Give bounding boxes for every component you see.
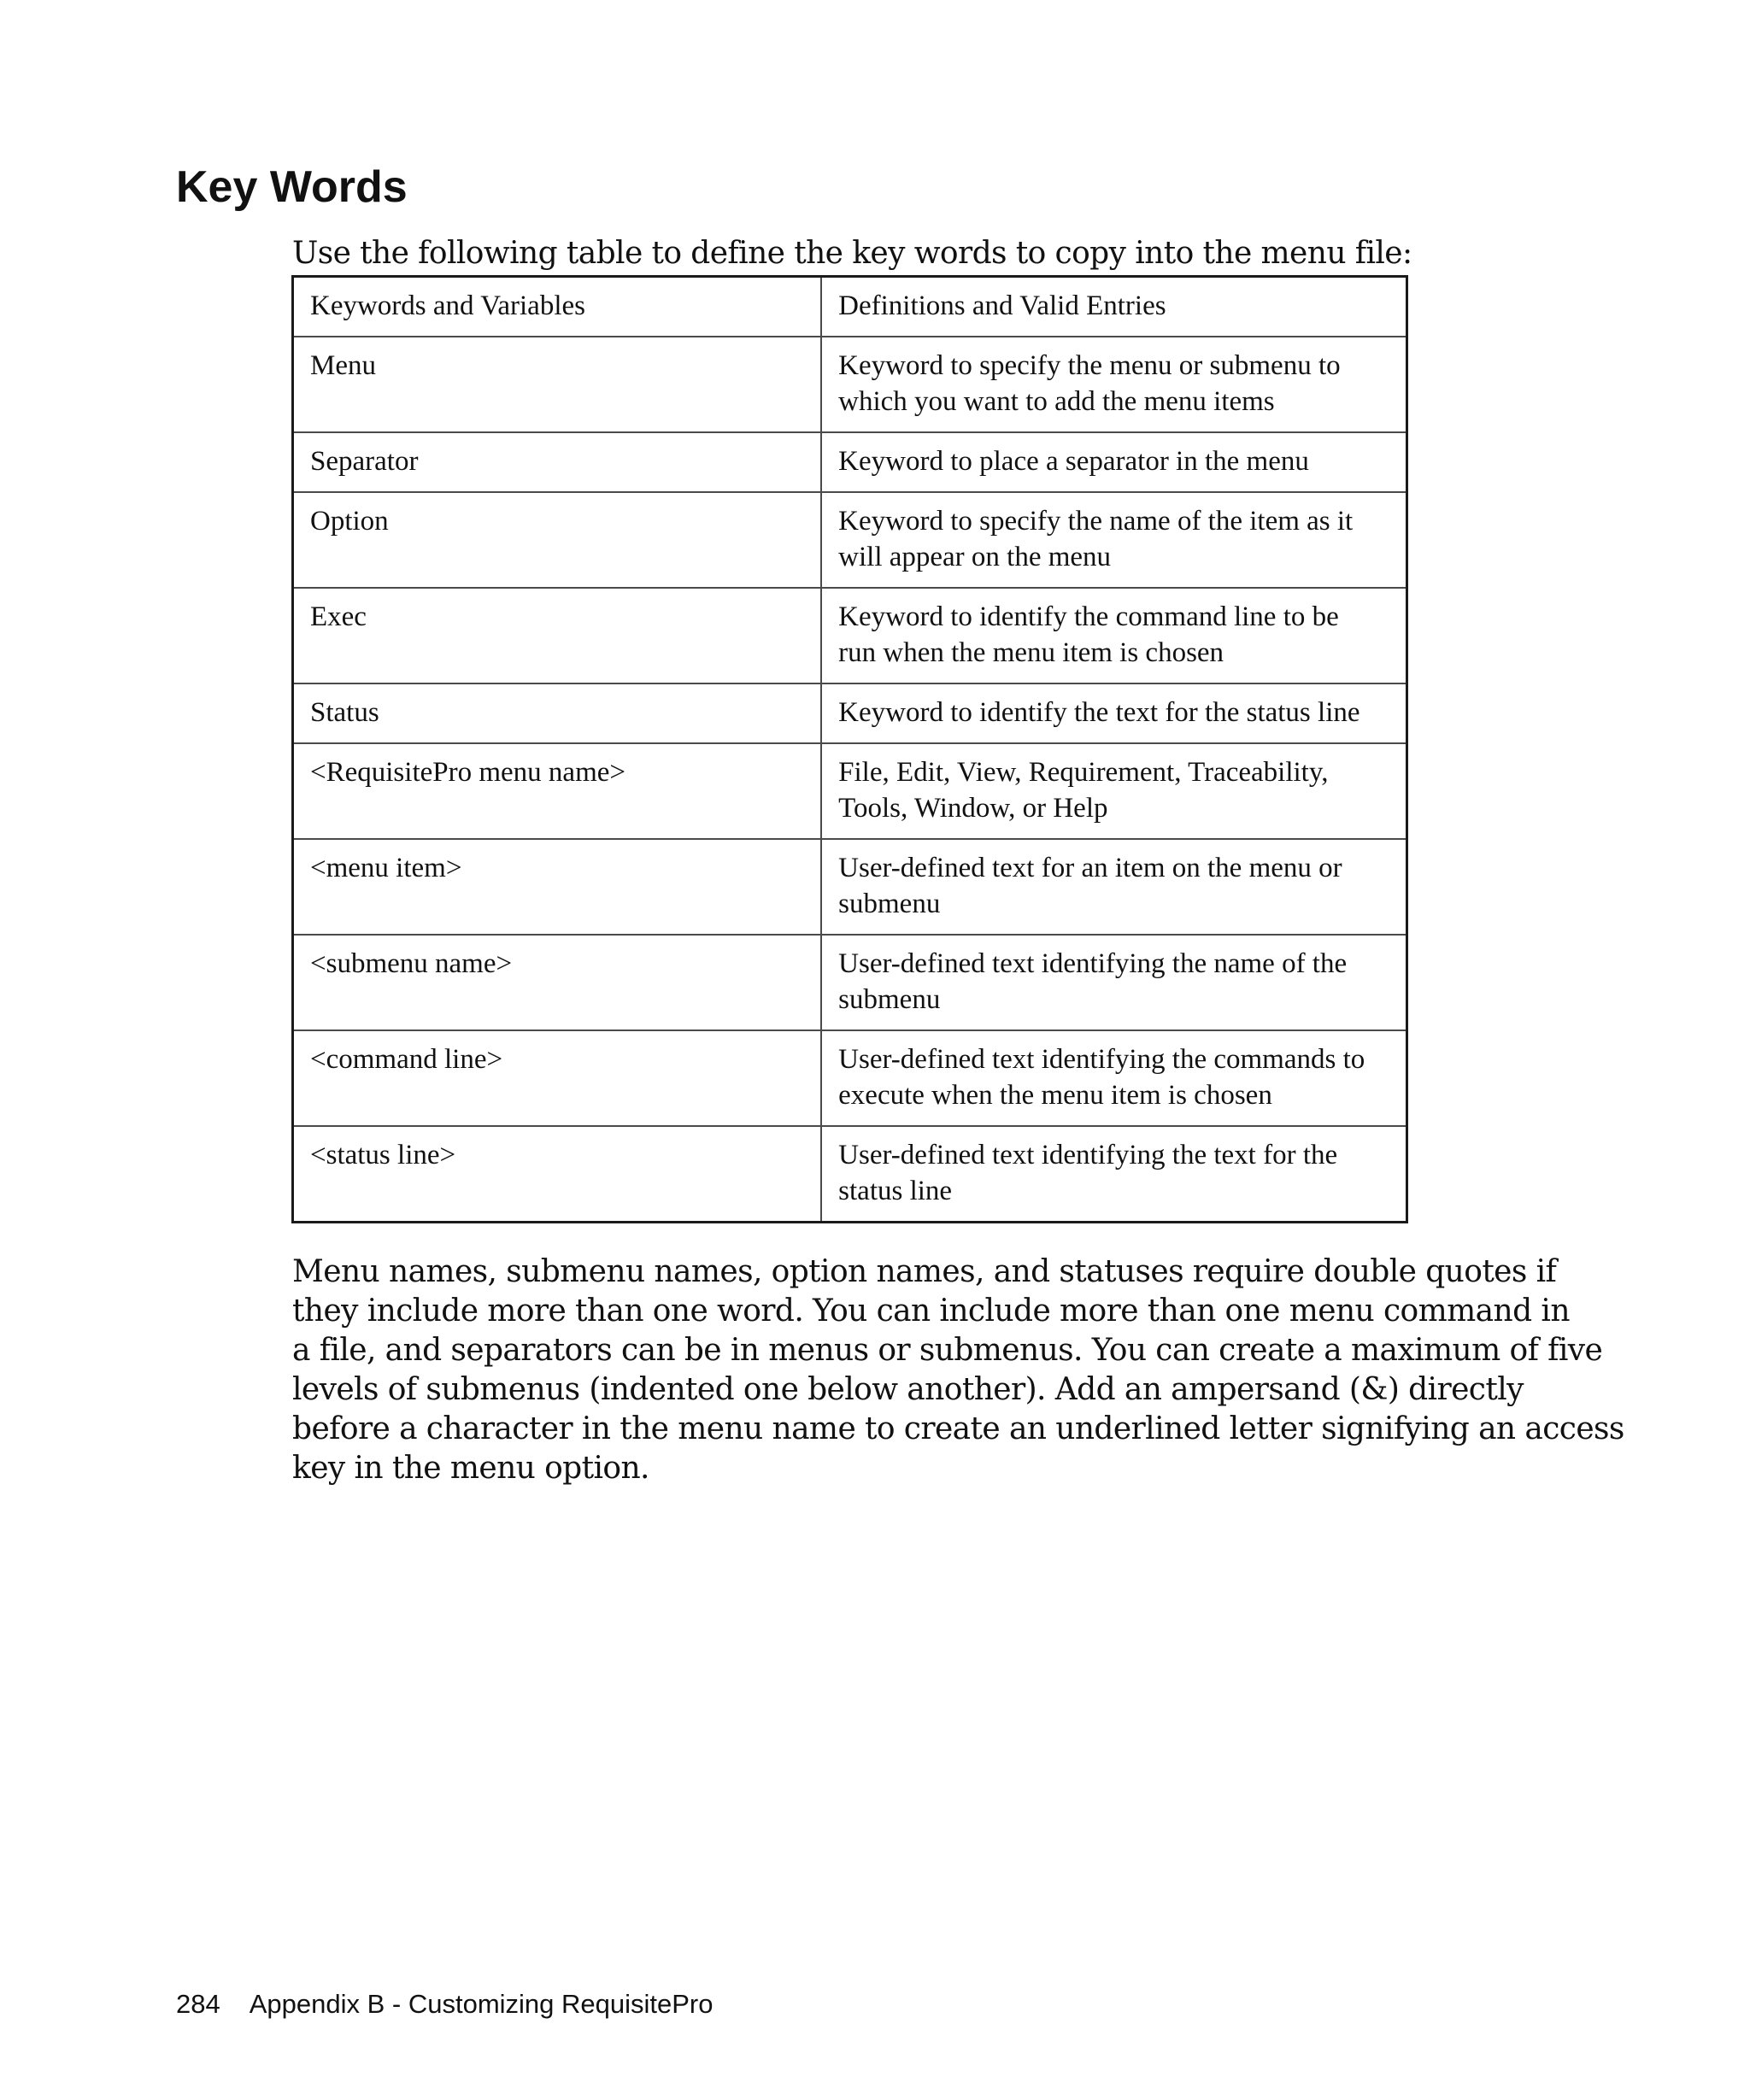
table-row xyxy=(293,492,1407,588)
paragraph-line: they include more than one word. You can include more than one menu command in xyxy=(292,1293,1570,1329)
paragraph-line: a file, and separators can be in menus or submenus. You can create a maximum of five xyxy=(292,1333,1603,1368)
definition-line: User-defined text identifying the name of the xyxy=(838,948,1348,979)
definition-line: Keyword to specify the menu or submenu to xyxy=(838,350,1341,381)
definition-cell xyxy=(821,683,1406,743)
keywords-table xyxy=(291,275,1408,1223)
definition-line: which you want to add the menu items xyxy=(838,386,1275,417)
page-footer xyxy=(176,1987,714,2021)
paragraph-line: Menu names, submenu names, option names, and statuses require double quotes if xyxy=(292,1254,1557,1289)
definition-line: submenu xyxy=(838,984,941,1015)
definition-line: Keyword to identify the text for the status line xyxy=(838,697,1360,728)
definition-line: submenu xyxy=(838,889,941,919)
definition-line: run when the menu item is chosen xyxy=(838,637,1224,668)
table-row xyxy=(293,935,1407,1030)
definition-cell xyxy=(821,337,1406,432)
definition-cell xyxy=(821,432,1406,492)
definition-line: Keyword to specify the name of the item as it xyxy=(838,506,1354,537)
intro-text: Use the following table to define the key words to copy into the menu file: xyxy=(292,236,1412,271)
table-row xyxy=(293,588,1407,683)
table-row xyxy=(293,743,1407,839)
definition-line: status line xyxy=(838,1176,953,1206)
definition-line: User-defined text identifying the text for the xyxy=(838,1140,1338,1170)
definition-cell xyxy=(821,935,1406,1030)
header-keywords-cell: Keywords and Variables xyxy=(293,277,822,337)
definition-line: User-defined text for an item on the menu or xyxy=(838,853,1342,883)
page-number: 284 xyxy=(176,1989,220,2019)
section-heading: Key Words xyxy=(176,162,408,212)
keyword-cell: Exec xyxy=(293,588,822,683)
definition-cell xyxy=(821,492,1406,588)
definition-cell xyxy=(821,588,1406,683)
keyword-cell: <menu item> xyxy=(293,839,822,935)
body-paragraph xyxy=(292,1252,1624,1488)
table-row xyxy=(293,337,1407,432)
keyword-cell: Separator xyxy=(293,432,822,492)
table-row xyxy=(293,1030,1407,1126)
paragraph-line: before a character in the menu name to create an underlined letter signifying an access xyxy=(292,1411,1624,1446)
definition-line: Keyword to identify the command line to be xyxy=(838,601,1339,632)
table-row xyxy=(293,432,1407,492)
table-row xyxy=(293,1126,1407,1223)
keyword-cell: Option xyxy=(293,492,822,588)
definition-cell xyxy=(821,1030,1406,1126)
definition-line: Tools, Window, or Help xyxy=(838,793,1108,824)
definition-cell xyxy=(821,1126,1406,1223)
footer-section-title: Appendix B - Customizing RequisitePro xyxy=(249,1989,714,2019)
keyword-cell: <submenu name> xyxy=(293,935,822,1030)
keyword-cell: <RequisitePro menu name> xyxy=(293,743,822,839)
definition-line: Keyword to place a separator in the menu xyxy=(838,446,1309,477)
keyword-cell: <command line> xyxy=(293,1030,822,1126)
table-row xyxy=(293,683,1407,743)
table-header-row xyxy=(293,277,1407,337)
definition-line: User-defined text identifying the commands to xyxy=(838,1044,1365,1075)
definition-line: execute when the menu item is chosen xyxy=(838,1080,1272,1111)
paragraph-line: key in the menu option. xyxy=(292,1451,649,1486)
definition-line: will appear on the menu xyxy=(838,542,1112,572)
definition-cell xyxy=(821,839,1406,935)
paragraph-line: levels of submenus (indented one below another). Add an ampersand (&) directly xyxy=(292,1372,1524,1407)
header-definitions-cell: Definitions and Valid Entries xyxy=(821,277,1406,337)
keyword-cell: <status line> xyxy=(293,1126,822,1223)
keyword-cell: Menu xyxy=(293,337,822,432)
table-row xyxy=(293,839,1407,935)
definition-line: File, Edit, View, Requirement, Traceability, xyxy=(838,757,1329,788)
definition-cell xyxy=(821,743,1406,839)
keyword-cell: Status xyxy=(293,683,822,743)
